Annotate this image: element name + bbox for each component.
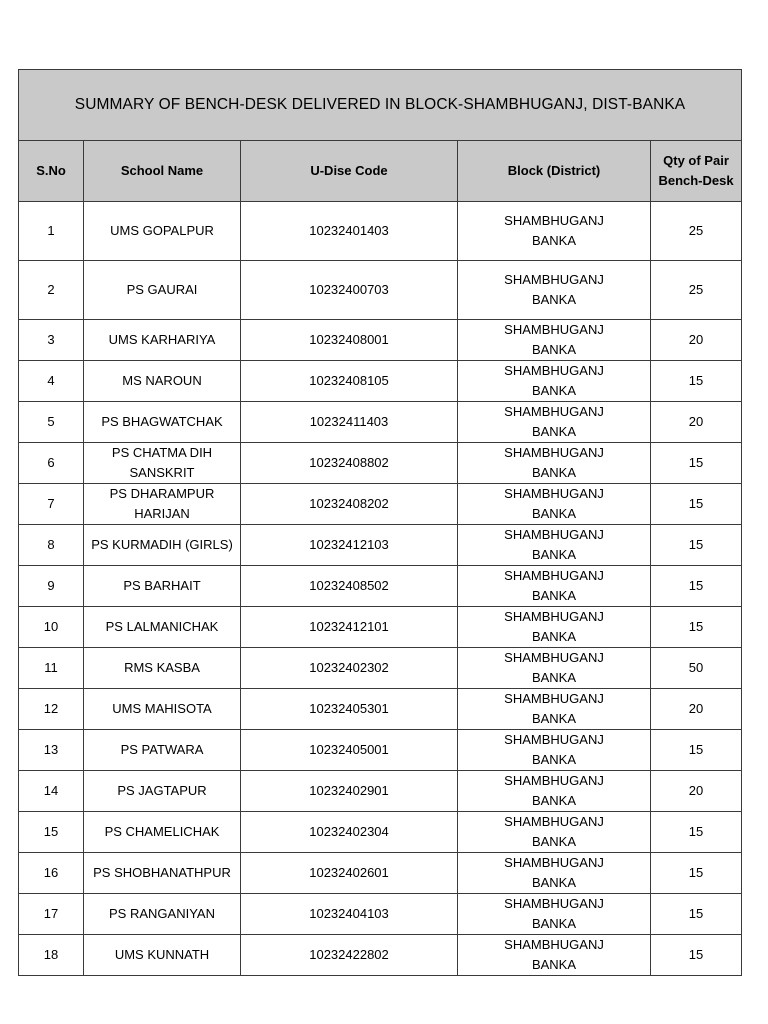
- cell-udise-code: 10232405001: [241, 730, 458, 771]
- cell-udise-code: 10232422802: [241, 935, 458, 976]
- block-name: SHAMBHUGANJ: [504, 691, 604, 706]
- cell-qty: 25: [651, 202, 742, 261]
- cell-school-name: [84, 566, 241, 607]
- school-name-text: PS SHOBHANATHPUR: [93, 865, 231, 880]
- cell-block-district: [458, 566, 651, 607]
- cell-udise-code: 10232412103: [241, 525, 458, 566]
- school-name-text: PS LALMANICHAK: [105, 619, 219, 634]
- school-name-text: UMS KARHARIYA: [108, 332, 216, 347]
- block-name: SHAMBHUGANJ: [504, 773, 604, 788]
- block-name: SHAMBHUGANJ: [504, 650, 604, 665]
- table-row: [19, 648, 742, 689]
- block-name: SHAMBHUGANJ: [504, 568, 604, 583]
- cell-school-name: [84, 261, 241, 320]
- block-name: SHAMBHUGANJ: [504, 609, 604, 624]
- school-name-text: PS PATWARA: [120, 742, 204, 757]
- cell-udise-code: 10232404103: [241, 894, 458, 935]
- cell-school-name: [84, 607, 241, 648]
- school-name-text: PS KURMADIH (GIRLS): [91, 537, 233, 552]
- school-name-text: PS JAGTAPUR: [117, 783, 207, 798]
- district-name: BANKA: [531, 342, 577, 357]
- school-name-line2: HARIJAN: [134, 506, 190, 521]
- school-name-text: PS BHAGWATCHAK: [101, 414, 223, 429]
- table-row: [19, 935, 742, 976]
- cell-udise-code: 10232402601: [241, 853, 458, 894]
- school-name-text: MS NAROUN: [122, 373, 202, 388]
- cell-udise-code: 10232408802: [241, 443, 458, 484]
- cell-sno: 8: [19, 525, 84, 566]
- school-name-text: PS BARHAIT: [123, 578, 201, 593]
- district-name: BANKA: [531, 957, 577, 972]
- school-name-line1: PS DHARAMPUR: [109, 486, 215, 501]
- cell-sno: 9: [19, 566, 84, 607]
- table-row: [19, 443, 742, 484]
- cell-udise-code: 10232405301: [241, 689, 458, 730]
- cell-school-name: [84, 320, 241, 361]
- cell-qty: 50: [651, 648, 742, 689]
- header-qty-line1: Qty of Pair: [663, 153, 729, 168]
- table-row: [19, 261, 742, 320]
- table-row: [19, 689, 742, 730]
- cell-school-name: [84, 525, 241, 566]
- district-name: BANKA: [531, 547, 577, 562]
- cell-qty: 20: [651, 402, 742, 443]
- table-row: [19, 361, 742, 402]
- cell-qty: 25: [651, 261, 742, 320]
- bench-desk-summary-table: [18, 69, 742, 976]
- school-name-text: RMS KASBA: [124, 660, 200, 675]
- cell-sno: 11: [19, 648, 84, 689]
- cell-qty: 15: [651, 525, 742, 566]
- block-name: SHAMBHUGANJ: [504, 896, 604, 911]
- school-name-line2: SANSKRIT: [129, 465, 195, 480]
- district-name: BANKA: [531, 670, 577, 685]
- cell-sno: 2: [19, 261, 84, 320]
- cell-sno: 6: [19, 443, 84, 484]
- cell-udise-code: 10232408502: [241, 566, 458, 607]
- table-row: [19, 730, 742, 771]
- cell-qty: 15: [651, 443, 742, 484]
- district-name: BANKA: [531, 233, 577, 248]
- block-name: SHAMBHUGANJ: [504, 814, 604, 829]
- school-name-text: UMS GOPALPUR: [110, 223, 214, 238]
- cell-sno: 16: [19, 853, 84, 894]
- cell-udise-code: 10232408001: [241, 320, 458, 361]
- cell-block-district: [458, 935, 651, 976]
- cell-block-district: [458, 689, 651, 730]
- cell-block-district: [458, 320, 651, 361]
- cell-school-name: [84, 935, 241, 976]
- cell-qty: 15: [651, 812, 742, 853]
- school-name-text: PS GAURAI: [126, 282, 198, 297]
- cell-udise-code: 10232402302: [241, 648, 458, 689]
- district-name: BANKA: [531, 424, 577, 439]
- cell-sno: 18: [19, 935, 84, 976]
- cell-school-name: [84, 689, 241, 730]
- block-name: SHAMBHUGANJ: [504, 855, 604, 870]
- table-row: [19, 484, 742, 525]
- cell-block-district: [458, 607, 651, 648]
- cell-qty: 20: [651, 771, 742, 812]
- cell-school-name: [84, 361, 241, 402]
- header-block-district: Block (District): [458, 141, 651, 202]
- cell-school-name: [84, 484, 241, 525]
- block-name: SHAMBHUGANJ: [504, 363, 604, 378]
- cell-qty: 15: [651, 361, 742, 402]
- cell-qty: 15: [651, 894, 742, 935]
- school-name-text: PS RANGANIYAN: [109, 906, 215, 921]
- cell-block-district: [458, 484, 651, 525]
- table-row: [19, 402, 742, 443]
- cell-block-district: [458, 443, 651, 484]
- cell-sno: 5: [19, 402, 84, 443]
- cell-qty: 15: [651, 935, 742, 976]
- block-name: SHAMBHUGANJ: [504, 272, 604, 287]
- block-name: SHAMBHUGANJ: [504, 404, 604, 419]
- block-name: SHAMBHUGANJ: [504, 527, 604, 542]
- cell-block-district: [458, 361, 651, 402]
- table-row: [19, 607, 742, 648]
- cell-sno: 14: [19, 771, 84, 812]
- district-name: BANKA: [531, 292, 577, 307]
- cell-sno: 1: [19, 202, 84, 261]
- block-name: SHAMBHUGANJ: [504, 486, 604, 501]
- cell-sno: 13: [19, 730, 84, 771]
- cell-qty: 15: [651, 566, 742, 607]
- cell-sno: 12: [19, 689, 84, 730]
- block-name: SHAMBHUGANJ: [504, 937, 604, 952]
- cell-block-district: [458, 202, 651, 261]
- header-row: [19, 141, 742, 202]
- table-body: [19, 202, 742, 976]
- header-school-name: School Name: [84, 141, 241, 202]
- table-row: [19, 771, 742, 812]
- cell-sno: 17: [19, 894, 84, 935]
- block-name: SHAMBHUGANJ: [504, 445, 604, 460]
- cell-school-name: [84, 894, 241, 935]
- cell-sno: 10: [19, 607, 84, 648]
- district-name: BANKA: [531, 588, 577, 603]
- block-name: SHAMBHUGANJ: [504, 213, 604, 228]
- cell-block-district: [458, 525, 651, 566]
- table-row: [19, 202, 742, 261]
- cell-sno: 3: [19, 320, 84, 361]
- cell-udise-code: 10232402901: [241, 771, 458, 812]
- cell-block-district: [458, 812, 651, 853]
- header-qty: [651, 141, 742, 202]
- district-name: BANKA: [531, 834, 577, 849]
- district-name: BANKA: [531, 629, 577, 644]
- cell-school-name: [84, 648, 241, 689]
- district-name: BANKA: [531, 711, 577, 726]
- table-row: [19, 812, 742, 853]
- district-name: BANKA: [531, 875, 577, 890]
- header-udise-code: U-Dise Code: [241, 141, 458, 202]
- header-qty-line2: Bench-Desk: [658, 173, 734, 188]
- school-name-text: PS CHAMELICHAK: [104, 824, 220, 839]
- cell-qty: 20: [651, 689, 742, 730]
- cell-qty: 15: [651, 484, 742, 525]
- cell-school-name: [84, 730, 241, 771]
- cell-school-name: [84, 202, 241, 261]
- cell-udise-code: 10232412101: [241, 607, 458, 648]
- cell-udise-code: 10232408202: [241, 484, 458, 525]
- cell-school-name: [84, 402, 241, 443]
- district-name: BANKA: [531, 752, 577, 767]
- cell-qty: 15: [651, 853, 742, 894]
- table-row: [19, 320, 742, 361]
- cell-udise-code: 10232401403: [241, 202, 458, 261]
- cell-block-district: [458, 894, 651, 935]
- cell-block-district: [458, 402, 651, 443]
- cell-block-district: [458, 730, 651, 771]
- district-name: BANKA: [531, 506, 577, 521]
- cell-sno: 15: [19, 812, 84, 853]
- school-name-text: UMS KUNNATH: [114, 947, 210, 962]
- cell-school-name: [84, 443, 241, 484]
- cell-school-name: [84, 853, 241, 894]
- cell-qty: 15: [651, 730, 742, 771]
- cell-udise-code: 10232402304: [241, 812, 458, 853]
- title-row: [19, 70, 742, 141]
- cell-sno: 7: [19, 484, 84, 525]
- table-row: [19, 566, 742, 607]
- school-name-line1: PS CHATMA DIH: [111, 445, 213, 460]
- cell-qty: 20: [651, 320, 742, 361]
- district-name: BANKA: [531, 916, 577, 931]
- cell-udise-code: 10232411403: [241, 402, 458, 443]
- cell-qty: 15: [651, 607, 742, 648]
- block-name: SHAMBHUGANJ: [504, 322, 604, 337]
- cell-block-district: [458, 648, 651, 689]
- cell-block-district: [458, 261, 651, 320]
- cell-udise-code: 10232400703: [241, 261, 458, 320]
- cell-sno: 4: [19, 361, 84, 402]
- table-title: SUMMARY OF BENCH-DESK DELIVERED IN BLOCK-SHAMBHUGANJ, DIST-BANKA: [19, 70, 742, 141]
- cell-block-district: [458, 771, 651, 812]
- district-name: BANKA: [531, 383, 577, 398]
- cell-school-name: [84, 771, 241, 812]
- cell-school-name: [84, 812, 241, 853]
- table-row: [19, 894, 742, 935]
- cell-udise-code: 10232408105: [241, 361, 458, 402]
- cell-block-district: [458, 853, 651, 894]
- table-row: [19, 525, 742, 566]
- district-name: BANKA: [531, 793, 577, 808]
- district-name: BANKA: [531, 465, 577, 480]
- school-name-text: UMS MAHISOTA: [112, 701, 212, 716]
- header-sno: S.No: [19, 141, 84, 202]
- table-row: [19, 853, 742, 894]
- block-name: SHAMBHUGANJ: [504, 732, 604, 747]
